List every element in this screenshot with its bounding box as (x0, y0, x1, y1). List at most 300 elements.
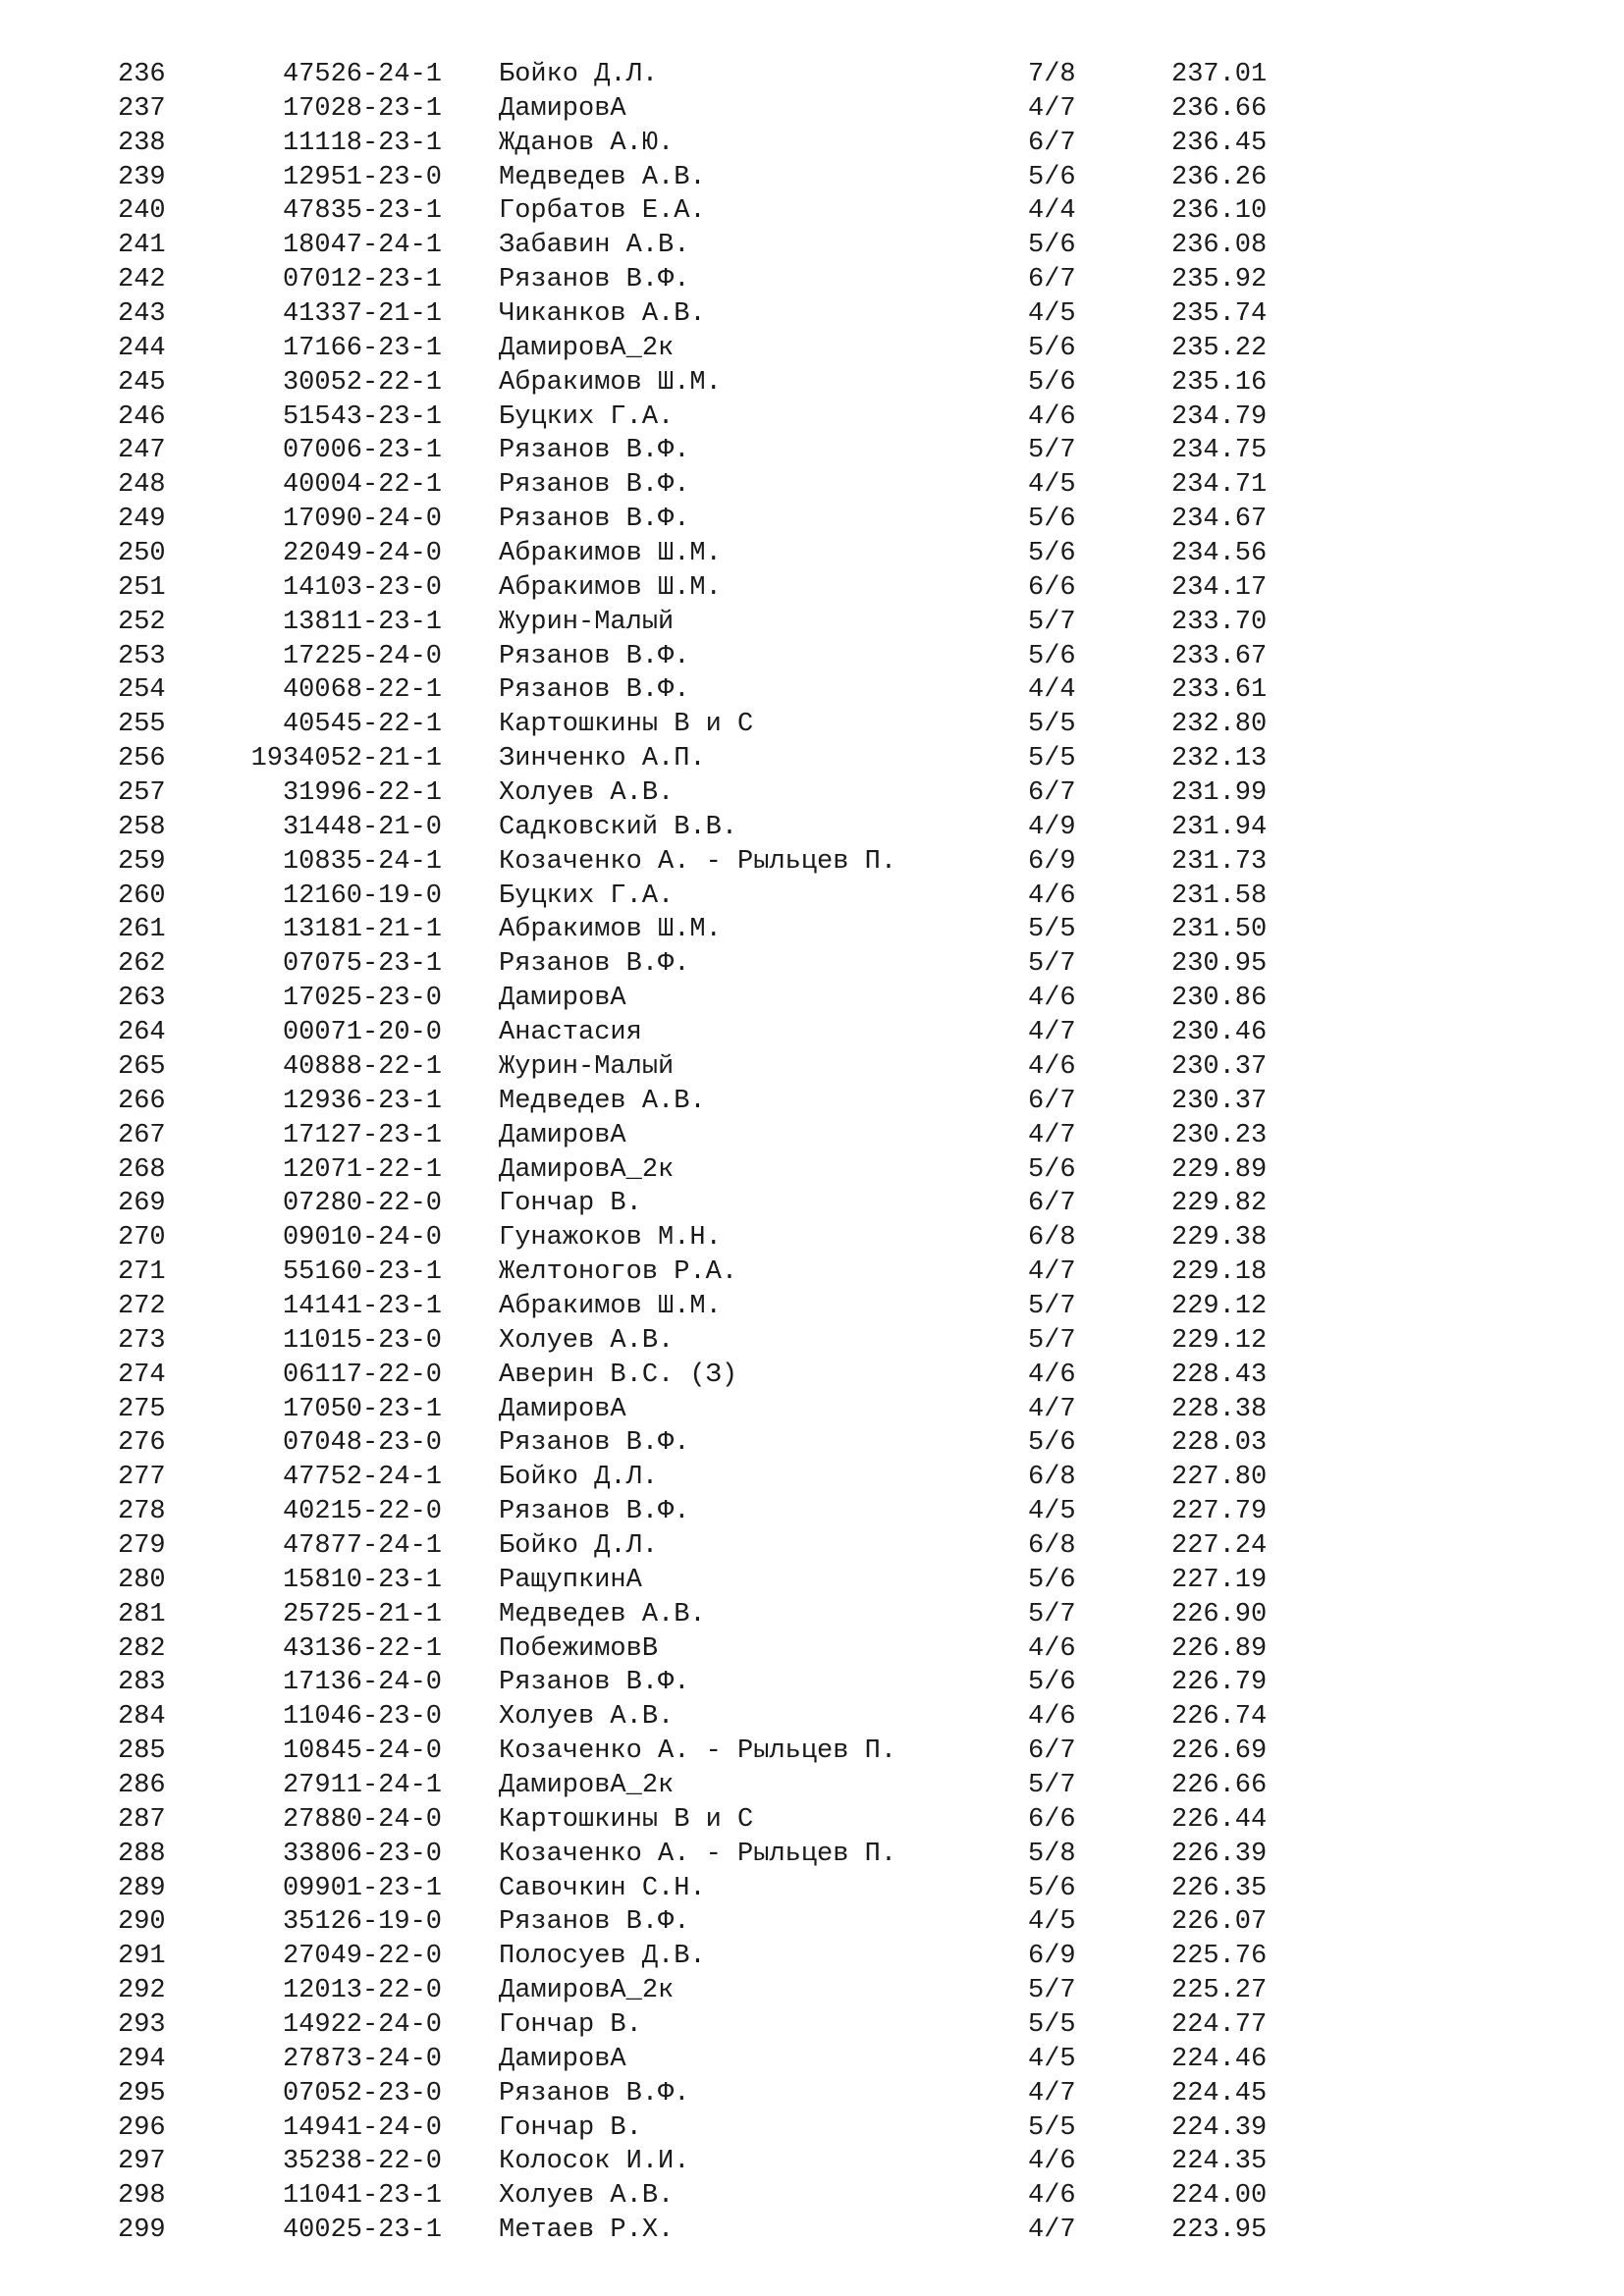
name-cell: Рязанов В.Ф. (499, 470, 690, 501)
name-cell: Журин-Малый (499, 607, 675, 637)
table-row (0, 1187, 1624, 1221)
entry-id-cell: 40215-22-0 (282, 1497, 442, 1527)
score-cell: 4/4 (1028, 675, 1076, 706)
entry-id-cell: 07006-23-1 (282, 436, 442, 466)
table-row (0, 1598, 1624, 1632)
score-cell: 6/8 (1028, 1530, 1076, 1561)
rank-cell: 275 (118, 1394, 166, 1424)
name-cell: Зинченко А.П. (499, 744, 706, 774)
value-cell: 224.00 (1171, 2181, 1268, 2212)
table-row (0, 1905, 1624, 1940)
score-cell: 5/6 (1028, 1565, 1076, 1595)
name-cell: Холуев А.В. (499, 1702, 675, 1733)
name-cell: ДамировA_2к (499, 333, 675, 363)
entry-id-cell: 27880-24-0 (282, 1804, 442, 1835)
table-row (0, 263, 1624, 297)
score-cell: 5/6 (1028, 1154, 1076, 1185)
entry-id-cell: 25725-21-1 (282, 1599, 442, 1629)
rank-cell: 241 (118, 231, 166, 261)
table-row (0, 947, 1624, 982)
score-cell: 6/7 (1028, 1189, 1076, 1219)
name-cell: Гончар В. (499, 2009, 642, 2040)
name-cell: Колосок И.И. (499, 2147, 690, 2177)
table-row (0, 1940, 1624, 1974)
table-row (0, 1324, 1624, 1359)
score-cell: 5/6 (1028, 367, 1076, 398)
score-cell: 5/6 (1028, 231, 1076, 261)
table-row (0, 776, 1624, 811)
table-row (0, 1735, 1624, 1769)
rank-cell: 243 (118, 299, 166, 330)
name-cell: ДамировA (499, 1120, 626, 1150)
table-row (0, 1290, 1624, 1324)
value-cell: 227.19 (1171, 1565, 1268, 1595)
rank-cell: 291 (118, 1942, 166, 1972)
value-cell: 233.67 (1171, 641, 1268, 671)
value-cell: 226.89 (1171, 1633, 1268, 1664)
rank-cell: 236 (118, 60, 166, 89)
entry-id-cell: 12951-23-0 (282, 162, 442, 192)
score-cell: 5/7 (1028, 1770, 1076, 1800)
rank-cell: 271 (118, 1257, 166, 1288)
entry-id-cell: 40004-22-1 (282, 470, 442, 501)
name-cell: Желтоногов Р.А. (499, 1257, 738, 1288)
score-cell: 6/7 (1028, 1086, 1076, 1116)
name-cell: ДамировA (499, 2044, 626, 2074)
value-cell: 234.67 (1171, 505, 1268, 535)
score-cell: 5/6 (1028, 162, 1076, 192)
entry-id-cell: 40025-23-1 (282, 2216, 442, 2246)
entry-id-cell: 22049-24-0 (282, 539, 442, 569)
value-cell: 236.26 (1171, 162, 1268, 192)
name-cell: Бойко Д.Л. (499, 1463, 659, 1493)
table-row (0, 332, 1624, 366)
table-row (0, 1255, 1624, 1290)
rank-cell: 259 (118, 846, 166, 877)
rank-cell: 257 (118, 778, 166, 809)
name-cell: Картошкины В и С (499, 1804, 754, 1835)
name-cell: ДамировA_2к (499, 1770, 675, 1800)
value-cell: 232.13 (1171, 744, 1268, 774)
value-cell: 231.73 (1171, 846, 1268, 877)
value-cell: 226.69 (1171, 1736, 1268, 1767)
entry-id-cell: 12071-22-1 (282, 1154, 442, 1185)
name-cell: Холуев А.В. (499, 2181, 675, 2212)
score-cell: 5/7 (1028, 949, 1076, 980)
table-row (0, 537, 1624, 571)
entry-id-cell: 31996-22-1 (282, 778, 442, 809)
value-cell: 228.38 (1171, 1394, 1268, 1424)
score-cell: 4/4 (1028, 196, 1076, 227)
table-row (0, 1769, 1624, 1803)
score-cell: 6/6 (1028, 1804, 1076, 1835)
name-cell: Буцких Г.А. (499, 881, 675, 911)
value-cell: 226.74 (1171, 1702, 1268, 1733)
score-cell: 4/6 (1028, 2181, 1076, 2212)
table-row (0, 606, 1624, 640)
score-cell: 4/9 (1028, 812, 1076, 842)
value-cell: 234.17 (1171, 572, 1268, 603)
name-cell: Медведев А.В. (499, 162, 706, 192)
results-table (0, 58, 1624, 2248)
rank-cell: 244 (118, 333, 166, 363)
table-row (0, 1461, 1624, 1495)
score-cell: 5/8 (1028, 1839, 1076, 1869)
rank-cell: 260 (118, 881, 166, 911)
rank-cell: 295 (118, 2078, 166, 2109)
score-cell: 5/5 (1028, 744, 1076, 774)
score-cell: 4/6 (1028, 1702, 1076, 1733)
rank-cell: 237 (118, 93, 166, 124)
entry-id-cell: 41337-21-1 (282, 299, 442, 330)
name-cell: Аверин В.С. (З) (499, 1360, 738, 1390)
name-cell: Рязанов В.Ф. (499, 1907, 690, 1938)
table-row (0, 2111, 1624, 2146)
entry-id-cell: 12160-19-0 (282, 881, 442, 911)
rank-cell: 288 (118, 1839, 166, 1869)
value-cell: 226.35 (1171, 1873, 1268, 1903)
entry-id-cell: 40068-22-1 (282, 675, 442, 706)
entry-id-cell: 13811-23-1 (282, 607, 442, 637)
name-cell: Рязанов В.Ф. (499, 1497, 690, 1527)
entry-id-cell: 13181-21-1 (282, 915, 442, 945)
rank-cell: 282 (118, 1633, 166, 1664)
score-cell: 6/7 (1028, 1736, 1076, 1767)
score-cell: 5/5 (1028, 2009, 1076, 2040)
name-cell: Савочкин С.Н. (499, 1873, 706, 1903)
rank-cell: 279 (118, 1530, 166, 1561)
name-cell: Абракимов Ш.М. (499, 1291, 722, 1321)
entry-id-cell: 09010-24-0 (282, 1223, 442, 1254)
value-cell: 226.66 (1171, 1770, 1268, 1800)
table-row (0, 58, 1624, 92)
score-cell: 4/6 (1028, 1360, 1076, 1390)
name-cell: Чиканков А.В. (499, 299, 706, 330)
value-cell: 230.86 (1171, 984, 1268, 1014)
table-row (0, 1803, 1624, 1838)
rank-cell: 286 (118, 1770, 166, 1800)
table-row (0, 1974, 1624, 2008)
name-cell: Рязанов В.Ф. (499, 641, 690, 671)
table-row (0, 1872, 1624, 1906)
score-cell: 5/7 (1028, 1325, 1076, 1356)
table-row (0, 297, 1624, 332)
entry-id-cell: 27911-24-1 (282, 1770, 442, 1800)
rank-cell: 268 (118, 1154, 166, 1185)
rank-cell: 276 (118, 1428, 166, 1459)
score-cell: 4/5 (1028, 299, 1076, 330)
value-cell: 226.90 (1171, 1599, 1268, 1629)
name-cell: Козаченко А. - Рыльцев П. (499, 846, 897, 877)
value-cell: 230.37 (1171, 1086, 1268, 1116)
rank-cell: 252 (118, 607, 166, 637)
value-cell: 224.77 (1171, 2009, 1268, 2040)
rank-cell: 240 (118, 196, 166, 227)
name-cell: Козаченко А. - Рыльцев П. (499, 1839, 897, 1869)
value-cell: 236.08 (1171, 231, 1268, 261)
table-row (0, 811, 1624, 845)
value-cell: 230.37 (1171, 1051, 1268, 1082)
entry-id-cell: 35126-19-0 (282, 1907, 442, 1938)
name-cell: Гончар В. (499, 2112, 642, 2143)
name-cell: Горбатов Е.А. (499, 196, 706, 227)
entry-id-cell: 47835-23-1 (282, 196, 442, 227)
table-row (0, 2077, 1624, 2111)
name-cell: РащупкинА (499, 1565, 642, 1595)
rank-cell: 277 (118, 1463, 166, 1493)
value-cell: 229.82 (1171, 1189, 1268, 1219)
entry-id-cell: 06117-22-0 (282, 1360, 442, 1390)
value-cell: 229.12 (1171, 1325, 1268, 1356)
table-row (0, 400, 1624, 435)
value-cell: 234.56 (1171, 539, 1268, 569)
rank-cell: 284 (118, 1702, 166, 1733)
value-cell: 226.39 (1171, 1839, 1268, 1869)
entry-id-cell: 17050-23-1 (282, 1394, 442, 1424)
name-cell: ДамировA_2к (499, 1154, 675, 1185)
entry-id-cell: 09901-23-1 (282, 1873, 442, 1903)
entry-id-cell: 07048-23-0 (282, 1428, 442, 1459)
rank-cell: 274 (118, 1360, 166, 1390)
entry-id-cell: 51543-23-1 (282, 401, 442, 432)
table-row (0, 1393, 1624, 1427)
table-row (0, 161, 1624, 195)
table-row (0, 571, 1624, 606)
value-cell: 230.23 (1171, 1120, 1268, 1150)
table-row (0, 845, 1624, 880)
name-cell: Рязанов В.Ф. (499, 436, 690, 466)
rank-cell: 285 (118, 1736, 166, 1767)
entry-id-cell: 11041-23-1 (282, 2181, 442, 2212)
name-cell: Рязанов В.Ф. (499, 675, 690, 706)
rank-cell: 264 (118, 1018, 166, 1048)
name-cell: Рязанов В.Ф. (499, 949, 690, 980)
rank-cell: 269 (118, 1189, 166, 1219)
value-cell: 224.39 (1171, 2112, 1268, 2143)
value-cell: 235.92 (1171, 265, 1268, 295)
rank-cell: 265 (118, 1051, 166, 1082)
table-row (0, 1495, 1624, 1529)
table-row (0, 982, 1624, 1016)
rank-cell: 299 (118, 2216, 166, 2246)
name-cell: Абракимов Ш.М. (499, 539, 722, 569)
score-cell: 4/6 (1028, 401, 1076, 432)
rank-cell: 298 (118, 2181, 166, 2212)
score-cell: 5/7 (1028, 1291, 1076, 1321)
table-row (0, 366, 1624, 400)
name-cell: Бойко Д.Л. (499, 1530, 659, 1561)
value-cell: 234.75 (1171, 436, 1268, 466)
rank-cell: 253 (118, 641, 166, 671)
score-cell: 4/6 (1028, 984, 1076, 1014)
score-cell: 4/5 (1028, 1497, 1076, 1527)
score-cell: 7/8 (1028, 60, 1076, 89)
table-row (0, 1153, 1624, 1188)
score-cell: 4/6 (1028, 2147, 1076, 2177)
score-cell: 5/6 (1028, 1428, 1076, 1459)
entry-id-cell: 40888-22-1 (282, 1051, 442, 1082)
entry-id-cell: 17136-24-0 (282, 1668, 442, 1698)
score-cell: 5/5 (1028, 2112, 1076, 2143)
score-cell: 5/6 (1028, 505, 1076, 535)
entry-id-cell: 33806-23-0 (282, 1839, 442, 1869)
table-row (0, 2214, 1624, 2248)
rank-cell: 270 (118, 1223, 166, 1254)
rank-cell: 278 (118, 1497, 166, 1527)
entry-id-cell: 47526-24-1 (282, 60, 442, 89)
name-cell: Холуев А.В. (499, 1325, 675, 1356)
value-cell: 231.50 (1171, 915, 1268, 945)
table-row (0, 708, 1624, 742)
value-cell: 227.80 (1171, 1463, 1268, 1493)
rank-cell: 262 (118, 949, 166, 980)
score-cell: 4/7 (1028, 1018, 1076, 1048)
name-cell: Рязанов В.Ф. (499, 265, 690, 295)
rank-cell: 296 (118, 2112, 166, 2143)
value-cell: 228.03 (1171, 1428, 1268, 1459)
entry-id-cell: 40545-22-1 (282, 710, 442, 740)
score-cell: 6/7 (1028, 778, 1076, 809)
rank-cell: 242 (118, 265, 166, 295)
table-row (0, 92, 1624, 127)
value-cell: 229.38 (1171, 1223, 1268, 1254)
entry-id-cell: 12013-22-0 (282, 1976, 442, 2006)
name-cell: Буцких Г.А. (499, 401, 675, 432)
value-cell: 233.61 (1171, 675, 1268, 706)
value-cell: 227.79 (1171, 1497, 1268, 1527)
table-row (0, 1564, 1624, 1598)
rank-cell: 261 (118, 915, 166, 945)
entry-id-cell: 14103-23-0 (282, 572, 442, 603)
value-cell: 234.71 (1171, 470, 1268, 501)
name-cell: Бойко Д.Л. (499, 60, 659, 89)
rank-cell: 256 (118, 744, 166, 774)
entry-id-cell: 27049-22-0 (282, 1942, 442, 1972)
table-row (0, 1838, 1624, 1872)
score-cell: 4/7 (1028, 2216, 1076, 2246)
entry-id-cell: 17127-23-1 (282, 1120, 442, 1150)
entry-id-cell: 14922-24-0 (282, 2009, 442, 2040)
score-cell: 5/6 (1028, 1668, 1076, 1698)
value-cell: 231.94 (1171, 812, 1268, 842)
value-cell: 224.35 (1171, 2147, 1268, 2177)
rank-cell: 292 (118, 1976, 166, 2006)
score-cell: 6/8 (1028, 1223, 1076, 1254)
rank-cell: 273 (118, 1325, 166, 1356)
score-cell: 5/7 (1028, 436, 1076, 466)
entry-id-cell: 07075-23-1 (282, 949, 442, 980)
entry-id-cell: 17166-23-1 (282, 333, 442, 363)
name-cell: ДамировA (499, 984, 626, 1014)
rank-cell: 283 (118, 1668, 166, 1698)
rank-cell: 266 (118, 1086, 166, 1116)
entry-id-cell: 17090-24-0 (282, 505, 442, 535)
rank-cell: 238 (118, 128, 166, 158)
score-cell: 5/7 (1028, 1976, 1076, 2006)
rank-cell: 263 (118, 984, 166, 1014)
score-cell: 5/7 (1028, 607, 1076, 637)
entry-id-cell: 14941-24-0 (282, 2112, 442, 2143)
score-cell: 6/6 (1028, 572, 1076, 603)
entry-id-cell: 00071-20-0 (282, 1018, 442, 1048)
name-cell: Полосуев Д.В. (499, 1942, 706, 1972)
value-cell: 231.58 (1171, 881, 1268, 911)
rank-cell: 281 (118, 1599, 166, 1629)
name-cell: Медведев А.В. (499, 1599, 706, 1629)
score-cell: 4/7 (1028, 93, 1076, 124)
score-cell: 6/8 (1028, 1463, 1076, 1493)
name-cell: Абракимов Ш.М. (499, 572, 722, 603)
entry-id-cell: 11118-23-1 (282, 128, 442, 158)
table-row (0, 880, 1624, 914)
table-row (0, 468, 1624, 503)
entry-id-cell: 07280-22-0 (282, 1189, 442, 1219)
score-cell: 5/6 (1028, 539, 1076, 569)
score-cell: 5/7 (1028, 1599, 1076, 1629)
value-cell: 223.95 (1171, 2216, 1268, 2246)
value-cell: 235.74 (1171, 299, 1268, 330)
value-cell: 226.44 (1171, 1804, 1268, 1835)
table-row (0, 194, 1624, 229)
rank-cell: 255 (118, 710, 166, 740)
name-cell: Холуев А.В. (499, 778, 675, 809)
value-cell: 234.79 (1171, 401, 1268, 432)
score-cell: 6/7 (1028, 128, 1076, 158)
table-row (0, 503, 1624, 537)
table-row (0, 2008, 1624, 2043)
table-row (0, 1359, 1624, 1393)
score-cell: 4/7 (1028, 1394, 1076, 1424)
name-cell: Картошкины В и С (499, 710, 754, 740)
rank-cell: 293 (118, 2009, 166, 2040)
rank-cell: 289 (118, 1873, 166, 1903)
name-cell: Гончар В. (499, 1189, 642, 1219)
score-cell: 5/6 (1028, 333, 1076, 363)
value-cell: 237.01 (1171, 60, 1268, 89)
entry-id-cell: 07012-23-1 (282, 265, 442, 295)
name-cell: Забавин А.В. (499, 231, 690, 261)
score-cell: 5/5 (1028, 710, 1076, 740)
score-cell: 4/7 (1028, 1257, 1076, 1288)
table-row (0, 229, 1624, 263)
entry-id-cell: 55160-23-1 (282, 1257, 442, 1288)
rank-cell: 287 (118, 1804, 166, 1835)
name-cell: Рязанов В.Ф. (499, 505, 690, 535)
entry-id-cell: 10845-24-0 (282, 1736, 442, 1767)
rank-cell: 239 (118, 162, 166, 192)
name-cell: Медведев А.В. (499, 1086, 706, 1116)
name-cell: Рязанов В.Ф. (499, 2078, 690, 2109)
name-cell: Анастасия (499, 1018, 642, 1048)
value-cell: 229.12 (1171, 1291, 1268, 1321)
entry-id-cell: 1934052-21-1 (250, 744, 442, 774)
value-cell: 225.76 (1171, 1942, 1268, 1972)
score-cell: 5/5 (1028, 915, 1076, 945)
name-cell: ДамировA (499, 93, 626, 124)
name-cell: Рязанов В.Ф. (499, 1428, 690, 1459)
name-cell: Абракимов Ш.М. (499, 915, 722, 945)
rank-cell: 258 (118, 812, 166, 842)
table-row (0, 742, 1624, 776)
rank-cell: 251 (118, 572, 166, 603)
table-row (0, 1221, 1624, 1255)
score-cell: 4/5 (1028, 1907, 1076, 1938)
score-cell: 4/6 (1028, 1051, 1076, 1082)
entry-id-cell: 43136-22-1 (282, 1633, 442, 1664)
value-cell: 236.66 (1171, 93, 1268, 124)
table-row (0, 1529, 1624, 1564)
value-cell: 227.24 (1171, 1530, 1268, 1561)
